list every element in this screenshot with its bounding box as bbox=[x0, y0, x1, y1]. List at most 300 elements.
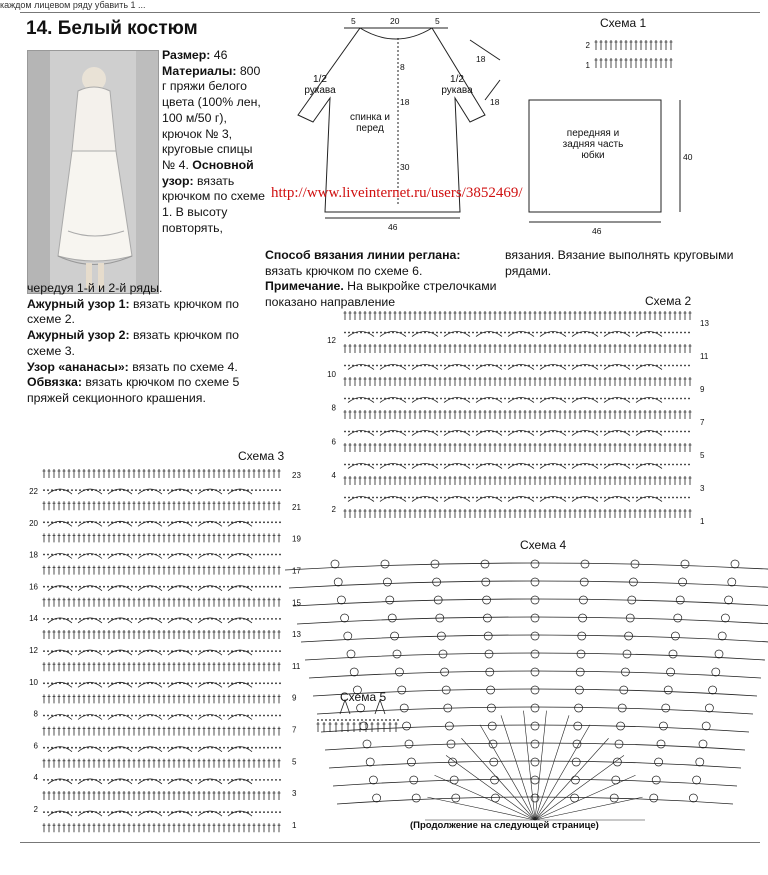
scheme3-dot bbox=[71, 682, 73, 684]
scheme3-dot bbox=[279, 682, 281, 684]
scheme2-dot bbox=[520, 332, 522, 334]
scheme2-dot bbox=[364, 464, 366, 466]
scheme3-arc bbox=[168, 811, 192, 816]
scheme3-dot bbox=[115, 682, 117, 684]
scheme4-loop bbox=[531, 704, 539, 712]
scheme2-dot bbox=[596, 365, 598, 367]
note-value: На выкройке стрелочками показано направление bbox=[265, 279, 497, 310]
scheme3-row-number: 21 bbox=[292, 502, 301, 512]
lace2-label: Ажурный узор 2: bbox=[27, 328, 130, 343]
scheme2-dot bbox=[668, 497, 670, 499]
scheme2-dot bbox=[392, 464, 394, 466]
scheme3-arc bbox=[78, 779, 102, 784]
scheme2-dot bbox=[508, 332, 510, 334]
scheme2-dot bbox=[352, 365, 354, 367]
scheme3-dot bbox=[47, 650, 49, 652]
scheme3-dot bbox=[215, 554, 217, 556]
scheme2-arc bbox=[604, 431, 630, 436]
scheme4-loop bbox=[483, 614, 491, 622]
scheme3-dot bbox=[103, 650, 105, 652]
scheme3-dot bbox=[115, 811, 117, 813]
scheme3-dot bbox=[163, 747, 165, 749]
scheme3-arc bbox=[48, 715, 72, 720]
scheme3-dot bbox=[187, 682, 189, 684]
scheme3-dot bbox=[159, 811, 161, 813]
scheme3-dot bbox=[263, 715, 265, 717]
scheme3-dot bbox=[71, 586, 73, 588]
scheme2-dot bbox=[400, 365, 402, 367]
scheme2-dot bbox=[532, 398, 534, 400]
scheme3-row-number: 7 bbox=[292, 725, 297, 735]
scheme2-dot bbox=[592, 332, 594, 334]
instructions-continued: чередуя 1-й и 2-й ряды. bbox=[27, 281, 163, 295]
scheme2-dot bbox=[360, 431, 362, 433]
scheme3-arc bbox=[198, 554, 222, 559]
scheme2-arc bbox=[508, 497, 534, 502]
scheme3-dot bbox=[163, 682, 165, 684]
scheme2-dot bbox=[584, 365, 586, 367]
scheme3-dot bbox=[279, 715, 281, 717]
scheme2-arc bbox=[444, 365, 470, 370]
scheme2-dot bbox=[348, 332, 350, 334]
scheme3-dot bbox=[175, 554, 177, 556]
scheme2-dot bbox=[512, 332, 514, 334]
scheme2-dot bbox=[552, 464, 554, 466]
scheme3-dot bbox=[83, 682, 85, 684]
scheme3-arc bbox=[198, 682, 222, 687]
scheme3-dot bbox=[279, 650, 281, 652]
scheme4-loop bbox=[410, 776, 418, 784]
scheme3-dot bbox=[279, 586, 281, 588]
scheme2-dot bbox=[464, 464, 466, 466]
scheme3-arc bbox=[78, 811, 102, 816]
scheme3-dot bbox=[199, 554, 201, 556]
scheme5-dot bbox=[365, 719, 367, 721]
scheme3-arc bbox=[228, 715, 252, 720]
scheme4-arc bbox=[321, 725, 749, 732]
scheme2-dot bbox=[532, 365, 534, 367]
scheme4-loop bbox=[360, 722, 368, 730]
scheme4-loop bbox=[689, 794, 697, 802]
scheme4-loop bbox=[531, 578, 539, 586]
scheme3-dot bbox=[191, 811, 193, 813]
scheme2-dot bbox=[480, 431, 482, 433]
lace2-value: вязать крючком по схеме 3. bbox=[27, 328, 239, 358]
scheme3-dot bbox=[127, 715, 129, 717]
scheme3-dot bbox=[103, 618, 105, 620]
scheme5-dot bbox=[353, 719, 355, 721]
scheme2-dot bbox=[452, 332, 454, 334]
scheme2-dot bbox=[372, 365, 374, 367]
scheme3-dot bbox=[179, 521, 181, 523]
scheme2-dot bbox=[624, 497, 626, 499]
scheme3-dot bbox=[275, 811, 277, 813]
scheme2-dot bbox=[608, 497, 610, 499]
scheme3-arc bbox=[228, 779, 252, 784]
scheme2-arc bbox=[508, 431, 534, 436]
scheme3-arc bbox=[108, 586, 132, 591]
scheme4-ray bbox=[535, 725, 590, 820]
scheme3-dot bbox=[127, 779, 129, 781]
scheme3-dot bbox=[279, 554, 281, 556]
scheme4-loop bbox=[442, 686, 450, 694]
scheme2-dot bbox=[592, 431, 594, 433]
scheme3-dot bbox=[223, 554, 225, 556]
scheme2-dot bbox=[520, 497, 522, 499]
scheme2-dot bbox=[516, 365, 518, 367]
scheme2-dot bbox=[456, 398, 458, 400]
scheme2-row-number: 2 bbox=[331, 505, 336, 514]
scheme3-dot bbox=[247, 618, 249, 620]
scheme3-row-number: 17 bbox=[292, 566, 301, 576]
scheme2-dot bbox=[508, 431, 510, 433]
scheme2-dot bbox=[568, 398, 570, 400]
scheme4-loop bbox=[445, 722, 453, 730]
scheme2-dot bbox=[516, 431, 518, 433]
scheme3-arc bbox=[78, 747, 102, 752]
scheme3-dot bbox=[103, 811, 105, 813]
scheme3-arc bbox=[78, 554, 102, 559]
scheme2-arc bbox=[636, 497, 662, 502]
scheme2-dot bbox=[484, 398, 486, 400]
scheme3-arc bbox=[168, 554, 192, 559]
scheme2-dot bbox=[608, 398, 610, 400]
scheme2-dot bbox=[468, 365, 470, 367]
scheme5-dot bbox=[361, 719, 363, 721]
scheme2-dot bbox=[504, 431, 506, 433]
scheme3-dot bbox=[119, 618, 121, 620]
scheme3-dot bbox=[199, 747, 201, 749]
scheme2-dot bbox=[352, 497, 354, 499]
scheme2-dot bbox=[468, 398, 470, 400]
scheme3-dot bbox=[259, 618, 261, 620]
scheme2-dot bbox=[348, 431, 350, 433]
scheme4-loop bbox=[626, 614, 634, 622]
scheme2-dot bbox=[488, 365, 490, 367]
scheme4-loop bbox=[612, 776, 620, 784]
scheme3-dot bbox=[59, 618, 61, 620]
scheme2-arc bbox=[444, 464, 470, 469]
scheme4-loop bbox=[725, 596, 733, 604]
scheme2-dot bbox=[668, 398, 670, 400]
scheme2-dot bbox=[344, 464, 346, 466]
scheme2-dot bbox=[576, 431, 578, 433]
scheme3-dot bbox=[131, 554, 133, 556]
scheme3-dot bbox=[267, 554, 269, 556]
scheme2-dot bbox=[496, 497, 498, 499]
scheme3-dot bbox=[151, 682, 153, 684]
scheme3-dot bbox=[259, 650, 261, 652]
scheme3-dot bbox=[103, 489, 105, 491]
scheme3-dot bbox=[55, 489, 57, 491]
scheme3-dot bbox=[187, 779, 189, 781]
scheme4-arc bbox=[317, 707, 753, 714]
scheme2-dot bbox=[544, 497, 546, 499]
footer-rule bbox=[20, 842, 760, 843]
scheme3-arc bbox=[138, 779, 162, 784]
scheme3-dot bbox=[263, 489, 265, 491]
neckline bbox=[360, 28, 432, 39]
scheme3-dot bbox=[127, 586, 129, 588]
scheme3-dot bbox=[203, 521, 205, 523]
scheme3-dot bbox=[123, 489, 125, 491]
scheme3-dot bbox=[159, 747, 161, 749]
scheme2-dot bbox=[356, 497, 358, 499]
scheme3-dot bbox=[79, 489, 81, 491]
scheme3-dot bbox=[99, 811, 101, 813]
scheme2-dot bbox=[508, 497, 510, 499]
scheme2-dot bbox=[412, 332, 414, 334]
scheme3-dot bbox=[155, 811, 157, 813]
scheme2-dot bbox=[476, 365, 478, 367]
scheme2-dot bbox=[436, 398, 438, 400]
scheme3-dot bbox=[263, 811, 265, 813]
scheme4-ray bbox=[446, 755, 535, 820]
scheme4-loop bbox=[531, 794, 539, 802]
scheme2-arc bbox=[380, 398, 406, 403]
scheme3-dot bbox=[143, 521, 145, 523]
scheme3-arc bbox=[48, 618, 72, 623]
scheme3-dot bbox=[207, 747, 209, 749]
scheme2-dot bbox=[436, 431, 438, 433]
scheme3-dot bbox=[79, 779, 81, 781]
scheme3-dot bbox=[47, 489, 49, 491]
scheme3-dot bbox=[87, 650, 89, 652]
scheme3-dot bbox=[211, 747, 213, 749]
scheme3-dot bbox=[55, 779, 57, 781]
scheme3-dot bbox=[223, 811, 225, 813]
scheme2-dot bbox=[360, 332, 362, 334]
scheme2-arc bbox=[508, 365, 534, 370]
scheme3-dot bbox=[55, 682, 57, 684]
scheme3-dot bbox=[167, 747, 169, 749]
scheme3-dot bbox=[191, 682, 193, 684]
scheme3-dot bbox=[215, 521, 217, 523]
scheme2-arc bbox=[476, 431, 502, 436]
scheme3-dot bbox=[255, 779, 257, 781]
scheme3-arc bbox=[228, 554, 252, 559]
scheme3-dot bbox=[63, 715, 65, 717]
scheme2-dot bbox=[556, 398, 558, 400]
scheme3-dot bbox=[47, 779, 49, 781]
scheme3-dot bbox=[239, 779, 241, 781]
scheme2-arc bbox=[572, 431, 598, 436]
scheme2-dot bbox=[568, 431, 570, 433]
scheme2-dot bbox=[572, 332, 574, 334]
scheme2-arc bbox=[636, 332, 662, 337]
scheme2-dot bbox=[588, 332, 590, 334]
scheme3-arc bbox=[48, 811, 72, 816]
scheme2-dot bbox=[484, 365, 486, 367]
scheme3-dot bbox=[119, 489, 121, 491]
scheme2-dot bbox=[460, 332, 462, 334]
scheme2-dot bbox=[612, 497, 614, 499]
scheme5-dot bbox=[381, 719, 383, 721]
scheme4-loop bbox=[437, 632, 445, 640]
scheme3-dot bbox=[135, 554, 137, 556]
scheme2-row-number: 11 bbox=[700, 352, 709, 361]
scheme3-arc bbox=[108, 554, 132, 559]
scheme3-dot bbox=[115, 779, 117, 781]
scheme4-loop bbox=[657, 740, 665, 748]
scheme3-dot bbox=[79, 521, 81, 523]
scheme2-dot bbox=[628, 398, 630, 400]
scheme3-dot bbox=[95, 618, 97, 620]
scheme2-dot bbox=[524, 398, 526, 400]
scheme3-dot bbox=[147, 682, 149, 684]
scheme4-loop bbox=[450, 776, 458, 784]
scheme2-title: Схема 2 bbox=[645, 294, 692, 308]
scheme3-dot bbox=[175, 586, 177, 588]
scheme3-dot bbox=[187, 650, 189, 652]
scheme3-dot bbox=[243, 489, 245, 491]
scheme3-dot bbox=[47, 811, 49, 813]
scheme3-dot bbox=[63, 618, 65, 620]
scheme2-dot bbox=[616, 398, 618, 400]
scheme3-dot bbox=[163, 650, 165, 652]
scheme3-dot bbox=[219, 811, 221, 813]
scheme2-dot bbox=[348, 365, 350, 367]
scheme3-dot bbox=[75, 682, 77, 684]
scheme2-dot bbox=[680, 365, 682, 367]
scheme3-arc bbox=[138, 747, 162, 752]
scheme3-dot bbox=[243, 521, 245, 523]
scheme3-dot bbox=[199, 586, 201, 588]
scheme2-dot bbox=[384, 464, 386, 466]
scheme3-dot bbox=[71, 554, 73, 556]
scheme3-dot bbox=[191, 521, 193, 523]
scheme3-dot bbox=[119, 715, 121, 717]
scheme2-dot bbox=[444, 365, 446, 367]
scheme2-dot bbox=[452, 464, 454, 466]
pineapple-label: Узор «ананасы»: bbox=[27, 359, 129, 374]
scheme2-dot bbox=[616, 332, 618, 334]
top-strip: каждом лицевом ряду убавить 1 ... bbox=[0, 0, 146, 10]
scheme3-dot bbox=[163, 586, 165, 588]
scheme2-dot bbox=[416, 497, 418, 499]
scheme2-arc bbox=[412, 365, 438, 370]
scheme2-dot bbox=[656, 332, 658, 334]
scheme2-row-number: 7 bbox=[700, 418, 705, 427]
scheme3-dot bbox=[183, 554, 185, 556]
dim-18-sleeve: 18 bbox=[476, 54, 486, 64]
scheme3-dot bbox=[227, 682, 229, 684]
scheme3-dot bbox=[63, 682, 65, 684]
scheme3-dot bbox=[143, 618, 145, 620]
scheme3-dot bbox=[231, 554, 233, 556]
scheme3-dot bbox=[215, 489, 217, 491]
lace1-label: Ажурный узор 1: bbox=[27, 296, 130, 311]
scheme3-dot bbox=[151, 811, 153, 813]
dim-5b: 5 bbox=[435, 16, 440, 26]
scheme2-dot bbox=[664, 332, 666, 334]
scheme3-dot bbox=[255, 811, 257, 813]
scheme2-dot bbox=[472, 398, 474, 400]
scheme3-dot bbox=[247, 811, 249, 813]
scheme3-dot bbox=[187, 554, 189, 556]
scheme3-arc bbox=[48, 682, 72, 687]
scheme3-dot bbox=[71, 779, 73, 781]
scheme3-dot bbox=[267, 715, 269, 717]
scheme3-dot bbox=[91, 521, 93, 523]
scheme2-row-number: 8 bbox=[331, 403, 336, 413]
scheme2-dot bbox=[540, 497, 542, 499]
scheme2-arc bbox=[540, 332, 566, 337]
sleeve-right-label: 1/2 рукава bbox=[441, 74, 473, 96]
scheme4-ray bbox=[535, 775, 635, 820]
scheme3-row-number: 5 bbox=[292, 757, 297, 767]
scheme2-dot bbox=[564, 398, 566, 400]
scheme3-dot bbox=[199, 682, 201, 684]
scheme2-dot bbox=[644, 332, 646, 334]
scheme2-dot bbox=[392, 398, 394, 400]
scheme3-dot bbox=[195, 682, 197, 684]
scheme2-arc bbox=[444, 431, 470, 436]
scheme4-loop bbox=[655, 758, 663, 766]
scheme2-dot bbox=[440, 464, 442, 466]
scheme3-dot bbox=[163, 715, 165, 717]
scheme2-dot bbox=[408, 398, 410, 400]
scheme2-dot bbox=[576, 365, 578, 367]
scheme2-dot bbox=[432, 398, 434, 400]
scheme3-dot bbox=[215, 779, 217, 781]
scheme2-dot bbox=[624, 431, 626, 433]
scheme3-dot bbox=[247, 779, 249, 781]
scheme3-dot bbox=[75, 586, 77, 588]
scheme2-dot bbox=[356, 431, 358, 433]
scheme3-dot bbox=[123, 521, 125, 523]
scheme2-dot bbox=[396, 398, 398, 400]
scheme3-row-number: 8 bbox=[33, 709, 38, 719]
scheme2-dot bbox=[660, 398, 662, 400]
scheme3-dot bbox=[83, 715, 85, 717]
scheme2-arc bbox=[604, 332, 630, 337]
scheme3-dot bbox=[139, 747, 141, 749]
scheme2-dot bbox=[608, 464, 610, 466]
scheme2-dot bbox=[684, 398, 686, 400]
scheme3-dot bbox=[99, 747, 101, 749]
scheme3-dot bbox=[255, 715, 257, 717]
scheme3-dot bbox=[111, 682, 113, 684]
scheme2-dot bbox=[644, 497, 646, 499]
scheme3-dot bbox=[279, 521, 281, 523]
scheme3-dot bbox=[75, 779, 77, 781]
scheme3-dot bbox=[271, 779, 273, 781]
model-photo bbox=[27, 50, 159, 294]
scheme2-dot bbox=[644, 464, 646, 466]
scheme2-dot bbox=[456, 464, 458, 466]
scheme2-dot bbox=[464, 497, 466, 499]
scheme4-loop bbox=[620, 686, 628, 694]
scheme4-loop bbox=[398, 686, 406, 694]
scheme3-arc bbox=[78, 521, 102, 526]
scheme2-dot bbox=[564, 332, 566, 334]
scheme2-arc bbox=[540, 398, 566, 403]
scheme3-dot bbox=[155, 618, 157, 620]
scheme3-dot bbox=[151, 650, 153, 652]
scheme3-dot bbox=[67, 618, 69, 620]
scheme3-dot bbox=[59, 682, 61, 684]
scheme3-arc bbox=[108, 489, 132, 494]
scheme3-arc bbox=[78, 586, 102, 591]
scheme3-dot bbox=[243, 747, 245, 749]
scheme2-dot bbox=[424, 398, 426, 400]
scheme4-loop bbox=[712, 668, 720, 676]
scheme3-dot bbox=[219, 618, 221, 620]
scheme2-dot bbox=[668, 431, 670, 433]
scheme3-dot bbox=[179, 554, 181, 556]
dim-5a: 5 bbox=[351, 16, 356, 26]
